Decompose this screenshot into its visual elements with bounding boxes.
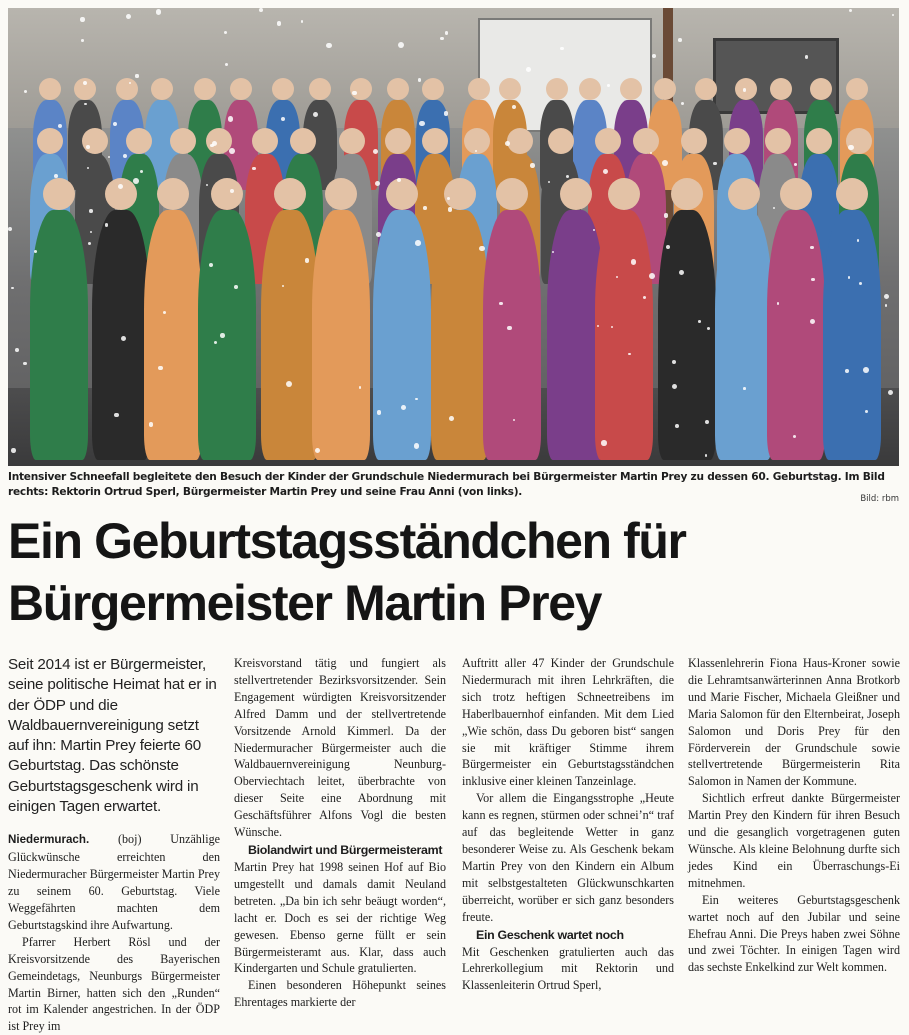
snowflake: [34, 250, 37, 253]
snowflake: [863, 367, 869, 373]
dateline: Niedermurach.: [8, 833, 90, 847]
person: [261, 210, 319, 460]
snowflake: [359, 386, 361, 388]
snowflake: [259, 8, 263, 12]
snowflake: [849, 9, 852, 12]
snowflake: [773, 207, 775, 209]
snowflake: [678, 38, 682, 42]
person-head: [252, 128, 278, 154]
paragraph: Kreisvorstand tätig und fungiert als stellvertretender Bezirksvorsitzender. Sein Engagement würdigten Kreisvorsitzender Alfred Damm und der stellvertretende Vorsitzende Arnold Kimmerl. Da der Niedermuracher Bürgermeister auch die Waldbauernvereinigung Neunburg-Oberviechtach leitet, überbrachte von dieser Seite eine Abordnung mit Geschäftsführer Alfons Vogl die besten Wünsche.: [234, 656, 446, 840]
person-head: [846, 78, 868, 100]
person-head: [681, 128, 707, 154]
snowflake: [252, 167, 255, 170]
snowflake: [415, 240, 421, 246]
snowflake: [23, 362, 27, 366]
person-head: [579, 78, 601, 100]
snowflake: [118, 184, 123, 189]
snowflake: [440, 37, 443, 40]
snowflake: [423, 206, 427, 210]
person-head: [385, 128, 411, 154]
person-head: [846, 128, 872, 154]
person: [30, 210, 88, 460]
person-head: [211, 178, 243, 210]
paragraph: Mit Geschenken gratulierten auch das Lehrerkollegium mit Rektorin und Klassenleiterin Ortrud Sperl,: [462, 944, 674, 993]
snowflake: [401, 405, 406, 410]
group-photo: [8, 8, 899, 466]
person-head: [548, 128, 574, 154]
person-head: [444, 178, 476, 210]
snowflake: [650, 152, 652, 154]
snowflake: [884, 294, 889, 299]
snowflake: [631, 259, 636, 264]
person-head: [126, 128, 152, 154]
person-head: [608, 178, 640, 210]
person: [767, 210, 825, 460]
teaser: Seit 2014 ist er Bürgermeister, seine politische Heimat hat er in der ÖDP und die Waldbauernvereinigung setzt auf ihn: Martin Prey feierte 60 Geburtstag. Das schönste Geburtstagsgeschenk wird in einigen Tagen erwartet.: [8, 656, 217, 816]
headline: [8, 510, 899, 634]
paragraph: Klassenlehrerin Fiona Haus-Kroner sowie die Lehramtsanwärterinnen Anna Brotkorb und Marie Fischer, Michaela Gleißner und Maria Salomon für den Elternbeirat, Joseph Salomon und Doris Prey für den Förderverein der Grundschule sowie stellvertretende Bürgermeisterin Rita Salomon in Namen der Kommune.: [688, 656, 900, 789]
person-head: [806, 128, 832, 154]
snowflake: [234, 285, 238, 289]
person-head: [765, 128, 791, 154]
column-2: [234, 655, 446, 1011]
person-head: [836, 178, 868, 210]
person: [373, 210, 431, 460]
paragraph: [8, 831, 220, 933]
snowflake: [810, 246, 814, 250]
snowflake: [447, 197, 450, 200]
paragraph: Einen besonderen Höhepunkt seines Ehrentages markierte der: [234, 978, 446, 1010]
person-head: [39, 78, 61, 100]
person-head: [780, 178, 812, 210]
snowflake: [885, 304, 888, 307]
person-head: [654, 78, 676, 100]
subheading: Ein Geschenk wartet noch: [476, 927, 624, 942]
person-head: [43, 178, 75, 210]
person-head: [507, 128, 533, 154]
person-head: [325, 178, 357, 210]
snowflake: [301, 20, 303, 22]
snowflake: [230, 189, 234, 193]
snowflake: [848, 145, 854, 151]
snowflake: [229, 148, 235, 154]
person-head: [499, 78, 521, 100]
snowflake: [209, 263, 213, 267]
person-head: [496, 178, 528, 210]
person-head: [157, 178, 189, 210]
snowflake: [713, 162, 717, 166]
snowflake: [375, 181, 380, 186]
column-4: [688, 655, 900, 976]
paragraph: Auftritt aller 47 Kinder der Grundschule Niedermurach mit ihren Lehrkräften, die sich trotz heftigen Schneetreibens im Haberlbauernhof einfanden. Mit dem Lied „Wie schön, dass Du geboren bist“ sangen sie mit kräftiger Stimme ihrem Bürgermeister ein Geburtstagsständchen inklusive einer kleinen Tanzeinlage.: [462, 656, 674, 789]
snowflake: [705, 454, 707, 456]
snowflake: [811, 278, 815, 282]
snowflake: [129, 82, 131, 84]
snowflake: [475, 150, 477, 152]
paragraph: Vor allem die Eingangsstrophe „Heute kann es regnen, stürmen oder schnei’n“ traf auf das begleitende Wetter in ganz besonderer Weise zu. Als Geschenk bekam Martin Prey von den Kindern ein Album mit selbstgestalteten Glückwunschkarten überreicht, worüber er sich ganz besonders freute.: [462, 791, 674, 924]
snowflake: [507, 326, 512, 331]
snowflake: [90, 231, 92, 233]
snowflake: [414, 443, 420, 449]
person-head: [350, 78, 372, 100]
snowflake: [499, 302, 503, 306]
person-head: [770, 78, 792, 100]
snowflake: [149, 422, 153, 426]
person: [92, 210, 150, 460]
headline-line-1: Ein Geburtstagsständchen für: [8, 513, 686, 569]
snowflake: [88, 242, 91, 245]
snowflake: [80, 17, 84, 21]
snowflake: [206, 184, 208, 186]
snowflake: [698, 320, 701, 323]
person-head: [274, 178, 306, 210]
snowflake: [220, 333, 225, 338]
snowflake: [419, 121, 424, 126]
person: [483, 210, 541, 460]
person-head: [728, 178, 760, 210]
person-head: [422, 78, 444, 100]
snowflake: [603, 169, 608, 174]
snowflake: [628, 353, 630, 355]
paragraph: Pfarrer Herbert Rösl und der Kreisvorsitzende des Bayerischen Gemeindetags, Neunburgs Bürgermeister Martin Birner, hatten sich den „Runden“ rot im Kalender angestrichen. In der ÖDP ist Prey im: [8, 934, 220, 1034]
snowflake: [848, 276, 851, 279]
snowflake: [444, 111, 449, 116]
person-head: [546, 78, 568, 100]
person: [595, 210, 653, 460]
snowflake: [11, 287, 13, 289]
snowflake: [805, 55, 809, 59]
paragraph: Ein weiteres Geburtstagsgeschenk wartet noch auf den Jubilar und seine Ehefrau Anni. Die Preys haben zwei Söhne und zwei Töchter. In einigen Tagen wird das sechste Enkelkind zur Welt kommen.: [688, 892, 900, 975]
snowflake: [376, 232, 381, 237]
snowflake: [84, 103, 87, 106]
snowflake: [398, 42, 404, 48]
snowflake: [415, 398, 417, 400]
snowflake: [675, 424, 679, 428]
person: [715, 210, 773, 460]
snowflake: [643, 296, 646, 299]
subheading: Biolandwirt und Bürgermeisteramt: [248, 842, 443, 857]
person-head: [422, 128, 448, 154]
paragraph: Sichtlich erfreut dankte Bürgermeister Martin Prey den Kindern für ihren Besuch und die gesanglich vorgetragenen guten Wünsche. Als kleine Belohnung durfte sich jedes Kind ein Überraschungs-Ei mitnehmen.: [688, 791, 900, 890]
snowflake: [15, 348, 19, 352]
snowflake: [601, 440, 606, 445]
snowflake: [133, 178, 139, 184]
snowflake: [513, 419, 515, 421]
snowflake: [777, 302, 779, 304]
snowflake: [865, 410, 868, 413]
snowflake: [649, 273, 655, 279]
person-head: [105, 178, 137, 210]
snowflake: [616, 276, 618, 278]
person-head: [230, 78, 252, 100]
person-head: [595, 128, 621, 154]
person: [312, 210, 370, 460]
person-head: [82, 128, 108, 154]
snowflake: [672, 384, 677, 389]
headline-line-2: Bürgermeister Martin Prey: [8, 575, 602, 631]
paragraph-text: (boj) Unzählige Glückwünsche erreichten den Niedermuracher Bürgermeister Martin Prey zu seinem 60. Geburtstag. Viele Weggefährten machten dem Geburtstagskind ihre Aufwartung.: [8, 832, 220, 932]
column-1: [8, 655, 220, 1035]
snowflake: [140, 170, 143, 173]
snowflake: [81, 39, 84, 42]
snowflake: [705, 420, 709, 424]
photo-credit: Bild: rbm: [860, 494, 899, 504]
person: [198, 210, 256, 460]
snowflake: [89, 209, 93, 213]
snowflake: [326, 43, 332, 49]
person-head: [560, 178, 592, 210]
snowflake: [8, 227, 12, 231]
snowflake: [530, 163, 535, 168]
person-head: [170, 128, 196, 154]
person-head: [386, 178, 418, 210]
snowflake: [449, 416, 454, 421]
snowflake: [105, 223, 109, 227]
person-head: [116, 78, 138, 100]
snowflake: [743, 88, 746, 91]
person-head: [633, 128, 659, 154]
person: [823, 210, 881, 460]
snowflake: [743, 387, 746, 390]
paragraph: Martin Prey hat 1998 seinen Hof auf Bio umgestellt und damals damit Neuland betreten. „Da bin ich sehr beäugt worden“, lacht er. Doch es sei der richtige Weg gewesen. Ebenso gerne füllt er sein Bürgermeisteramt aus. Klar, dass auch Kindergarten und Schule gratulierten.: [234, 859, 446, 976]
snowflake: [448, 207, 452, 211]
snowflake: [397, 178, 401, 182]
snowflake: [662, 160, 668, 166]
photo-caption: Intensiver Schneefall begleitete den Besuch der Kinder der Grundschule Niedermurach bei Bürgermeister Martin Prey zu dessen 60. Geburtstag. Im Bild rechts: Rektorin Ortrud Sperl, Bürgermeister Martin Prey und seine Frau Anni (von links).: [8, 471, 885, 498]
snowflake: [11, 448, 15, 452]
snowflake: [445, 31, 448, 34]
snowflake: [54, 174, 58, 178]
column-3: [462, 655, 674, 994]
snowflake: [607, 84, 610, 87]
snowflake: [156, 9, 161, 14]
snowflake: [135, 74, 138, 77]
snowflake: [58, 124, 62, 128]
person-head: [151, 78, 173, 100]
snowflake: [86, 145, 90, 149]
snowflake: [845, 369, 849, 373]
snowflake: [305, 258, 309, 262]
